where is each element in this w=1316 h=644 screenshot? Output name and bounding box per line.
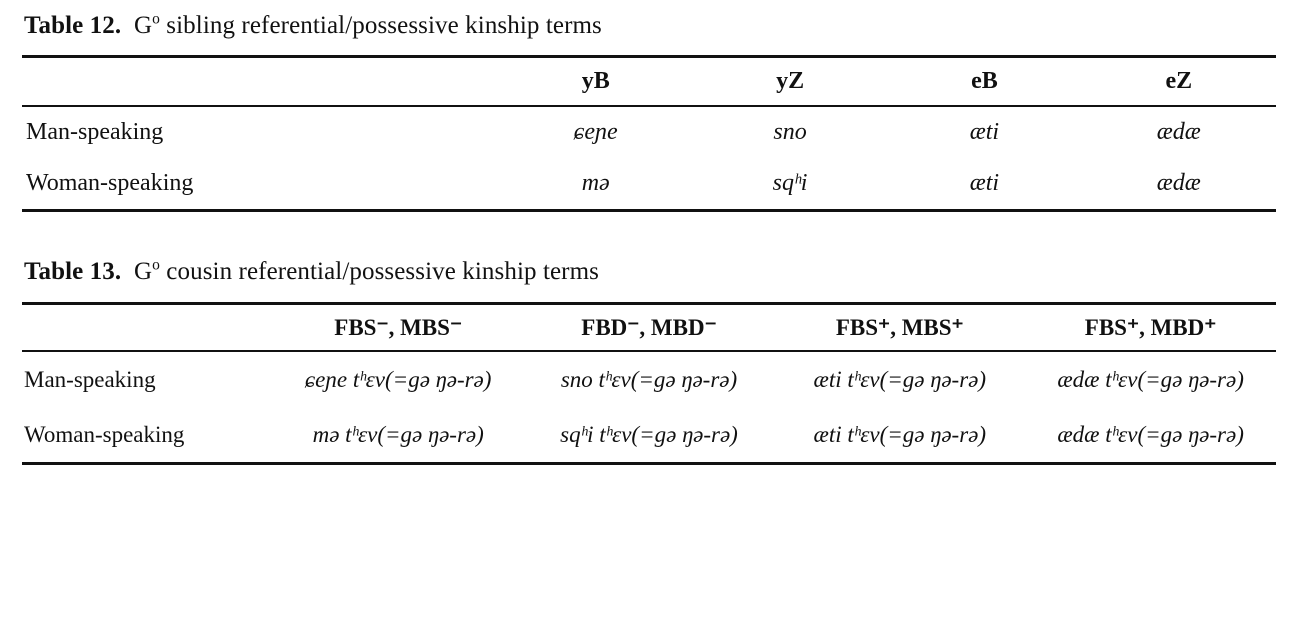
table-12-caption-label: Table 12. (24, 12, 122, 39)
table-13-caption-text-pre: G (133, 258, 153, 286)
table-12-caption-text-pre: G (133, 12, 153, 39)
table-13-cell-0-1: sno tʰɛv(=gə ŋə-rə) (560, 366, 738, 392)
table-13 (22, 302, 1276, 466)
table-13-header-row (22, 303, 1276, 351)
table-12-col-header-4: eZ (1082, 57, 1276, 107)
table-12 (22, 55, 1276, 212)
table-13-caption (24, 256, 1276, 287)
table-13-cell-1-1: sqʰi tʰɛv(=gə ŋə-rə) (524, 407, 775, 464)
table-12-row-1-label: Woman-speaking (22, 158, 499, 211)
table-12-cell-1-0: mə (499, 158, 693, 211)
table-12-header-row (22, 57, 1276, 107)
table-12-cell-1-1: sqʰi (693, 158, 887, 211)
table-13-cell-0-0: ɕeɲe tʰɛv(=gə ŋə-rə) (304, 366, 492, 392)
table-13-cell-1-3: ædæ tʰɛv(=gə ŋə-rə) (1025, 407, 1276, 464)
table-12-cell-0-2: æti (969, 119, 1000, 146)
table-13-col-header-0 (22, 303, 273, 351)
table-12-cell-1-3: ædæ (1082, 158, 1276, 211)
table-13-col-header-3: FBS⁺, MBS⁺ (774, 303, 1025, 351)
table-13-col-header-1: FBS⁻, MBS⁻ (273, 303, 524, 351)
table-13-cell-0-3: ædæ tʰɛv(=gə ŋə-rə) (1057, 366, 1244, 392)
table-row (22, 351, 1276, 407)
table-13-caption-text-post: cousin referential/possessive kinship terms (159, 258, 599, 286)
table-13-block (22, 256, 1276, 465)
table-12-cell-0-0: ɕeɲe (573, 119, 618, 146)
table-12-caption-text-post: sibling referential/possessive kinship terms (159, 12, 602, 39)
table-12-caption (24, 10, 1276, 41)
table-13-col-header-4: FBS⁺, MBD⁺ (1025, 303, 1276, 351)
table-13-caption-label: Table 13. (24, 258, 122, 286)
table-12-cell-1-2: æti (887, 158, 1081, 211)
table-12-col-header-2: yZ (693, 57, 887, 107)
table-13-row-0-label: Man-speaking (24, 366, 156, 392)
table-13-cell-1-0: mə tʰɛv(=gə ŋə-rə) (273, 407, 524, 464)
table-13-row-1-label: Woman-speaking (22, 407, 273, 464)
table-12-caption-text (121, 12, 602, 39)
table-row (22, 106, 1276, 158)
table-12-cell-0-1: sno (773, 119, 807, 146)
table-12-block (22, 10, 1276, 212)
table-row (22, 158, 1276, 211)
table-13-col-header-2: FBD⁻, MBD⁻ (524, 303, 775, 351)
table-12-caption-text-sup: o (152, 10, 160, 28)
table-12-col-header-1: yB (499, 57, 693, 107)
table-12-col-header-0 (22, 57, 499, 107)
table-13-cell-0-2: æti tʰɛv(=gə ŋə-rə) (813, 366, 987, 392)
table-12-cell-0-3: ædæ (1156, 119, 1201, 146)
table-12-row-0-label: Man-speaking (26, 119, 164, 146)
table-13-caption-text-sup: o (152, 256, 160, 274)
table-12-col-header-3: eB (887, 57, 1081, 107)
table-13-caption-text (121, 258, 599, 285)
table-13-cell-1-2: æti tʰɛv(=gə ŋə-rə) (774, 407, 1025, 464)
table-row (22, 407, 1276, 464)
